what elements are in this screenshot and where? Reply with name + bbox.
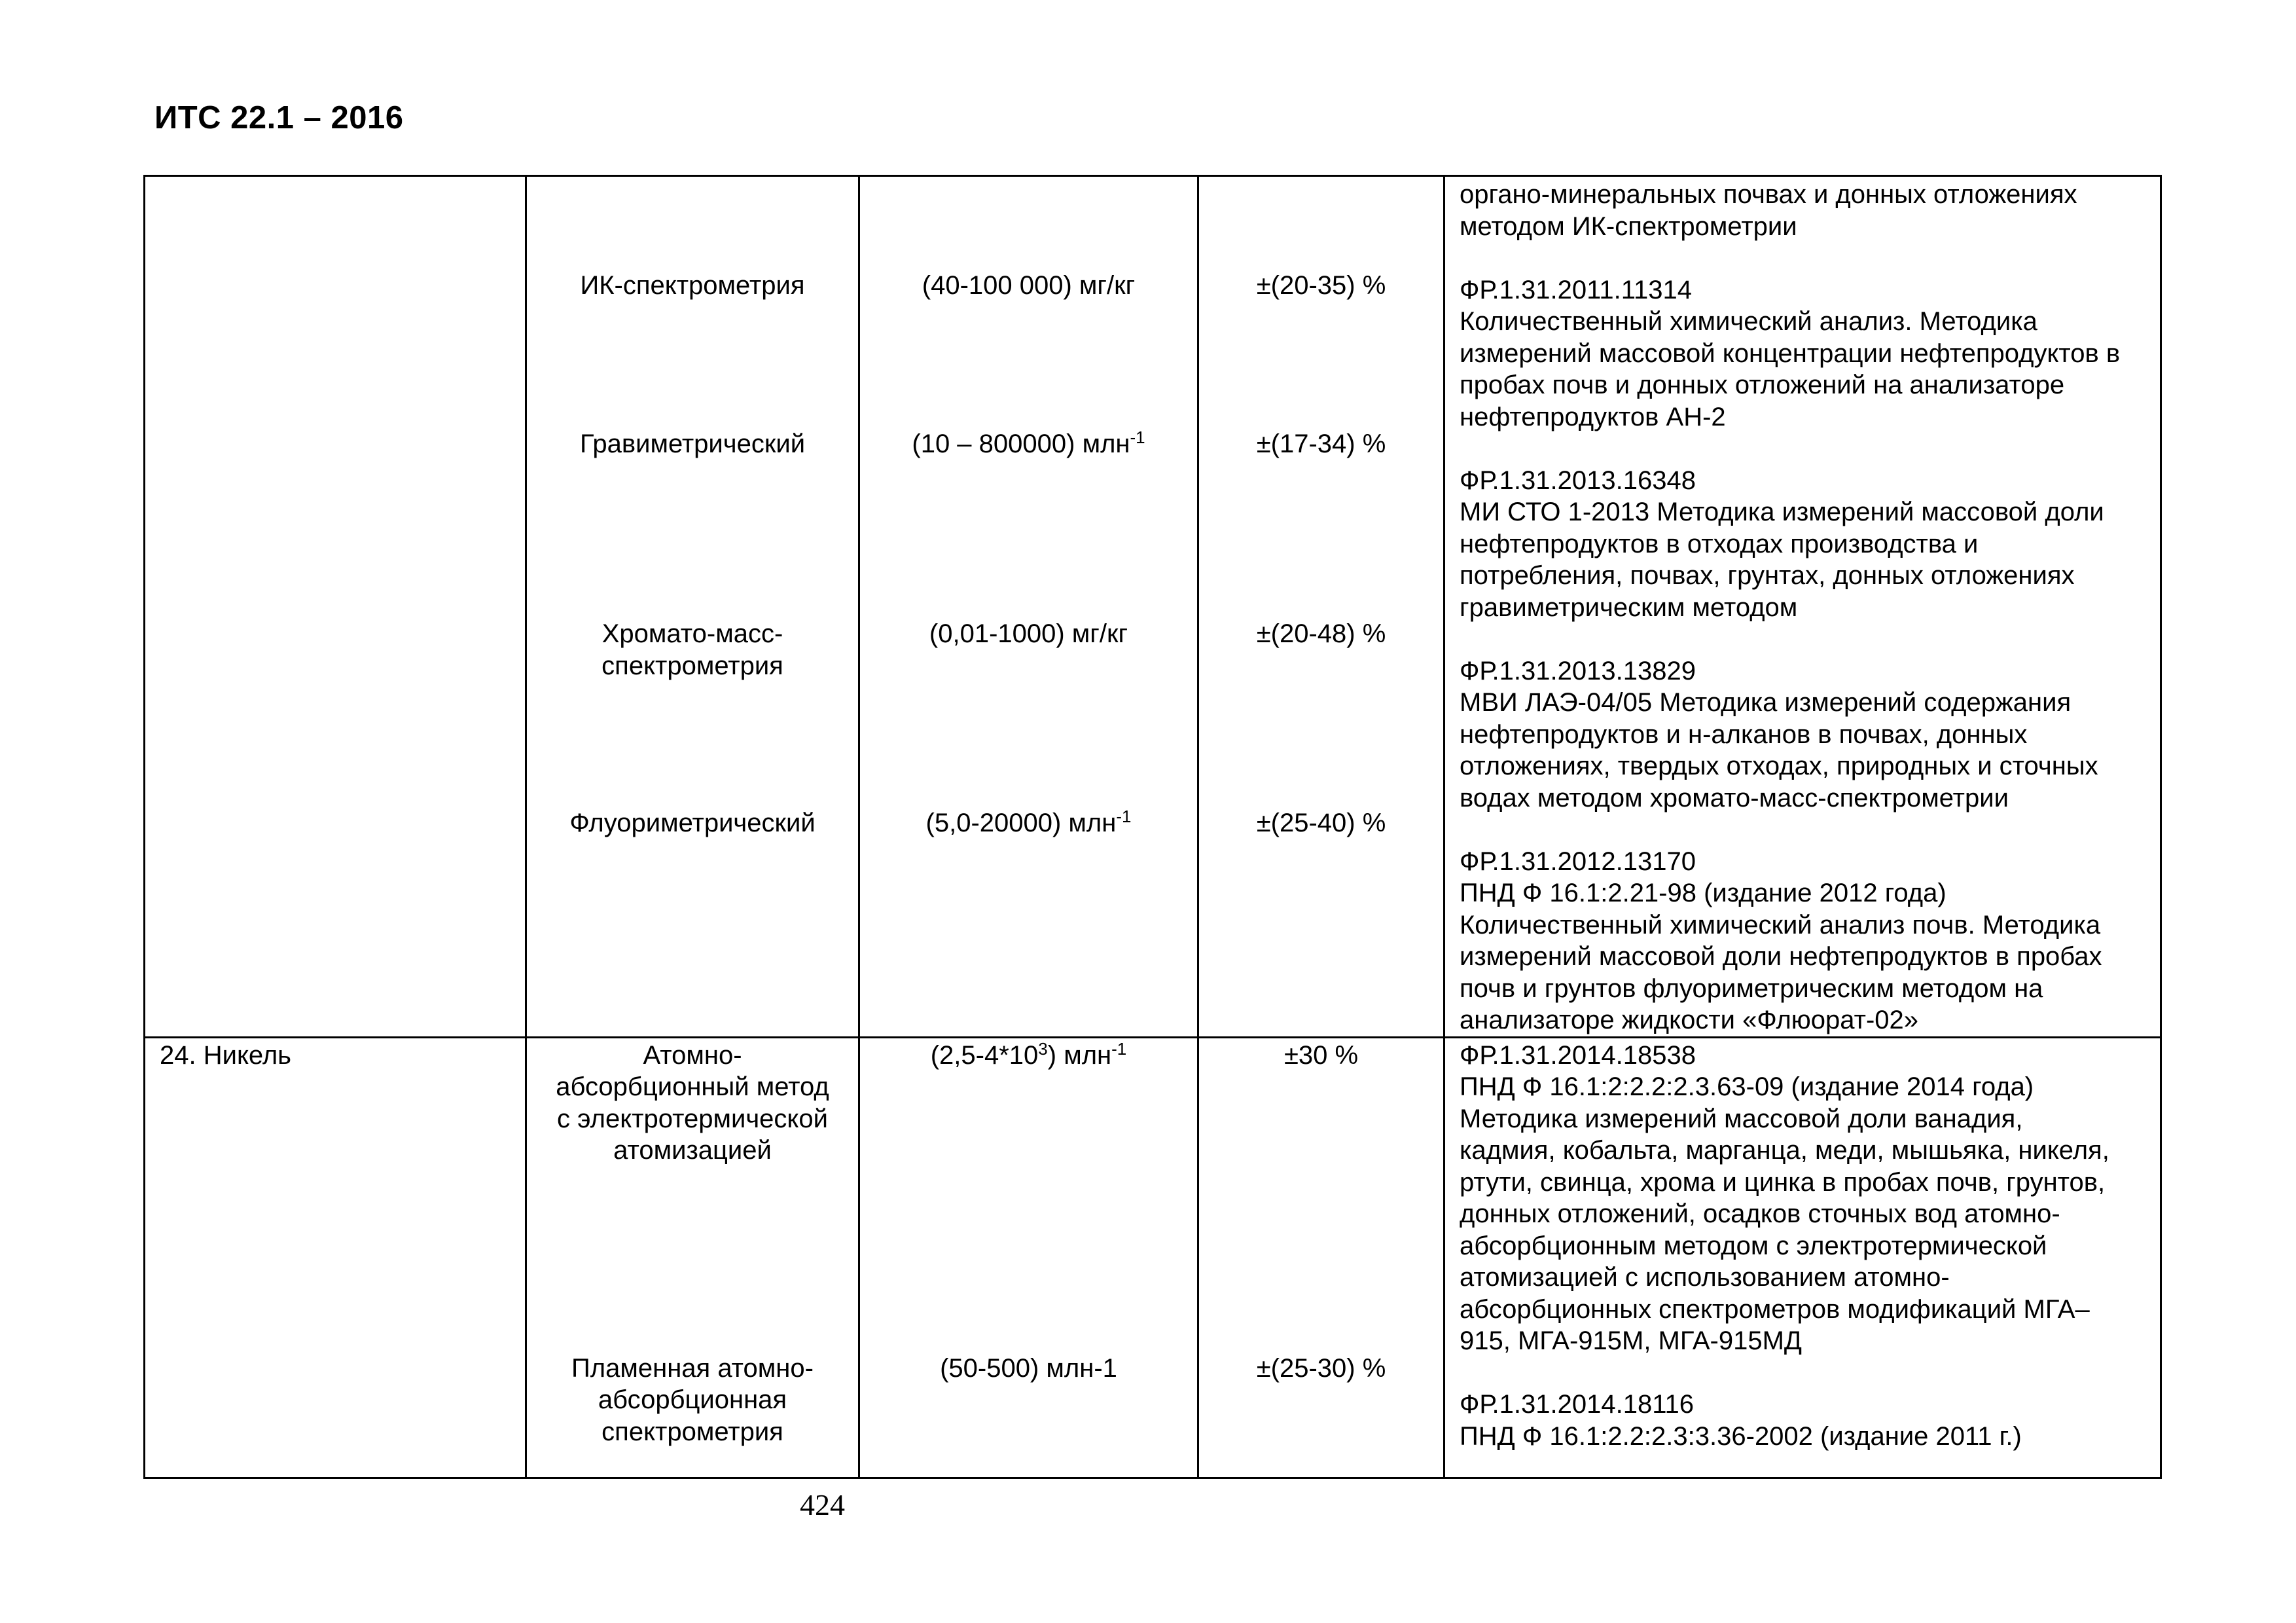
reference-line: ПНД Ф 16.1:2.21-98 (издание 2012 года) [1460, 879, 1946, 907]
reference-line: методом ИК-спектрометрии [1460, 211, 1797, 241]
reference-line: МВИ ЛАЭ-04/05 Методика измерений содержания [1460, 688, 2072, 717]
range-value: (5,0-20000) млн$^{-1}$ [925, 807, 1132, 837]
reference-line: почв и грунтов флуориметрическим методом на [1460, 974, 2043, 1003]
range-cell [859, 1037, 1198, 1478]
range-value: (0,01-1000) мг/кг [929, 619, 1128, 648]
reference-line: нефтепродуктов АН-2 [1460, 402, 1726, 431]
reference-line: ФР.1.31.2013.13829 [1460, 656, 1696, 685]
range-value: (40-100 000) мг/кг [922, 271, 1136, 300]
substance-name: 24. Никель [160, 1040, 291, 1070]
reference-line: ФР.1.31.2012.13170 [1460, 847, 1696, 876]
reference-line: Методика измерений массовой доли ванадия, [1460, 1104, 2023, 1133]
reference-line: абсорбционных спектрометров модификаций МГА– [1460, 1294, 2090, 1324]
method-cell [526, 176, 859, 1038]
reference-line [1460, 1357, 2151, 1389]
method-name: Хромато-масс- спектрометрия [601, 619, 783, 680]
reference-line: водах методом хромато-масс-спектрометрии [1460, 783, 2009, 812]
range-value: (50-500) млн-1 [940, 1353, 1117, 1383]
reference-line: анализаторе жидкости «Флюорат-02» [1460, 1006, 1919, 1034]
error-value: ±(17-34) % [1256, 429, 1386, 458]
reference-line [1460, 623, 2151, 655]
error-value: ±30 % [1283, 1040, 1359, 1070]
error-value: ±(25-40) % [1256, 809, 1386, 837]
range-value: $(2,5-4*10^3)$ млн$^{-1}$ [930, 1038, 1127, 1070]
reference-line: пробах почв и донных отложений на анализаторе [1460, 371, 2065, 399]
error-value: ±(20-48) % [1256, 619, 1386, 648]
reference-line: ФР.1.31.2011.11314 [1460, 275, 1692, 304]
method-name: Пламенная атомно- абсорбционная спектрометрия [571, 1353, 814, 1446]
reference-line: МИ СТО 1-2013 Методика измерений массовой доли [1460, 498, 2104, 526]
table-row [145, 1037, 2161, 1478]
reference-line: ФР.1.31.2013.16348 [1460, 465, 1696, 495]
reference-line: Количественный химический анализ почв. Методика [1460, 910, 2101, 939]
error-cell [1198, 176, 1444, 1038]
reference-line: нефтепродуктов в отходах производства и [1460, 529, 1979, 558]
reference-line: отложениях, твердых отходах, природных и сточных [1460, 752, 2098, 780]
reference-line: измерений массовой концентрации нефтепродуктов в [1460, 338, 2121, 368]
reference-line [1460, 242, 2151, 274]
substance-cell [145, 1037, 526, 1478]
reference-line: измерений массовой доли нефтепродуктов в пробах [1460, 942, 2102, 971]
reference-line: органо-минеральных почвах и донных отложениях [1460, 180, 2077, 209]
reference-cell [1444, 176, 2161, 1038]
reference-line [1460, 433, 2151, 465]
method-name: Гравиметрический [579, 429, 806, 458]
method-cell [526, 1037, 859, 1478]
method-name: Флуориметрический [569, 809, 816, 837]
error-value: ±(20-35) % [1256, 271, 1386, 300]
reference-cell [1444, 1037, 2161, 1478]
methods-table [143, 175, 2162, 1479]
reference-line: абсорбционным методом с электротермической [1460, 1231, 2047, 1260]
reference-text [1445, 177, 2160, 1036]
reference-line: ФР.1.31.2014.18116 [1460, 1390, 1694, 1419]
reference-line: Количественный химический анализ. Методика [1460, 307, 2037, 336]
reference-line: ртути, свинца, хрома и цинка в пробах почв, грунтов, [1460, 1167, 2106, 1197]
table-row [145, 176, 2161, 1038]
substance-cell [145, 176, 526, 1038]
reference-line: ПНД Ф 16.1:2:2.2:2.3.63-09 (издание 2014 года) [1460, 1072, 2034, 1101]
reference-line: кадмия, кобальта, марганца, меди, мышьяка, никеля, [1460, 1136, 2109, 1165]
document-header-title: ИТС 22.1 – 2016 [154, 100, 404, 136]
reference-line: гравиметрическим методом [1460, 593, 1798, 622]
error-cell [1198, 1037, 1444, 1478]
reference-line: нефтепродуктов и н-алканов в почвах, донных [1460, 720, 2028, 749]
reference-line: потребления, почвах, грунтах, донных отложениях [1460, 561, 2075, 590]
reference-line: ПНД Ф 16.1:2.2:2.3:3.36-2002 (издание 2011 г.) [1460, 1421, 2022, 1451]
error-value: ±(25-30) % [1256, 1353, 1386, 1383]
reference-line: ФР.1.31.2014.18538 [1460, 1040, 1696, 1070]
reference-line: атомизацией с использованием атомно- [1460, 1263, 1950, 1292]
page-number: 424 [800, 1488, 845, 1522]
reference-text [1445, 1038, 2160, 1453]
method-name: Атомно- абсорбционный метод с электротермической атомизацией [556, 1040, 829, 1165]
reference-line [1460, 814, 2151, 846]
range-value: (10 – 800000) млн$^{-1}$ [912, 428, 1145, 458]
reference-line: донных отложений, осадков сточных вод атомно- [1460, 1199, 2060, 1228]
method-name: ИК-спектрометрия [580, 271, 805, 300]
reference-line: 915, МГА-915М, МГА-915МД [1460, 1326, 1803, 1355]
range-cell [859, 176, 1198, 1038]
